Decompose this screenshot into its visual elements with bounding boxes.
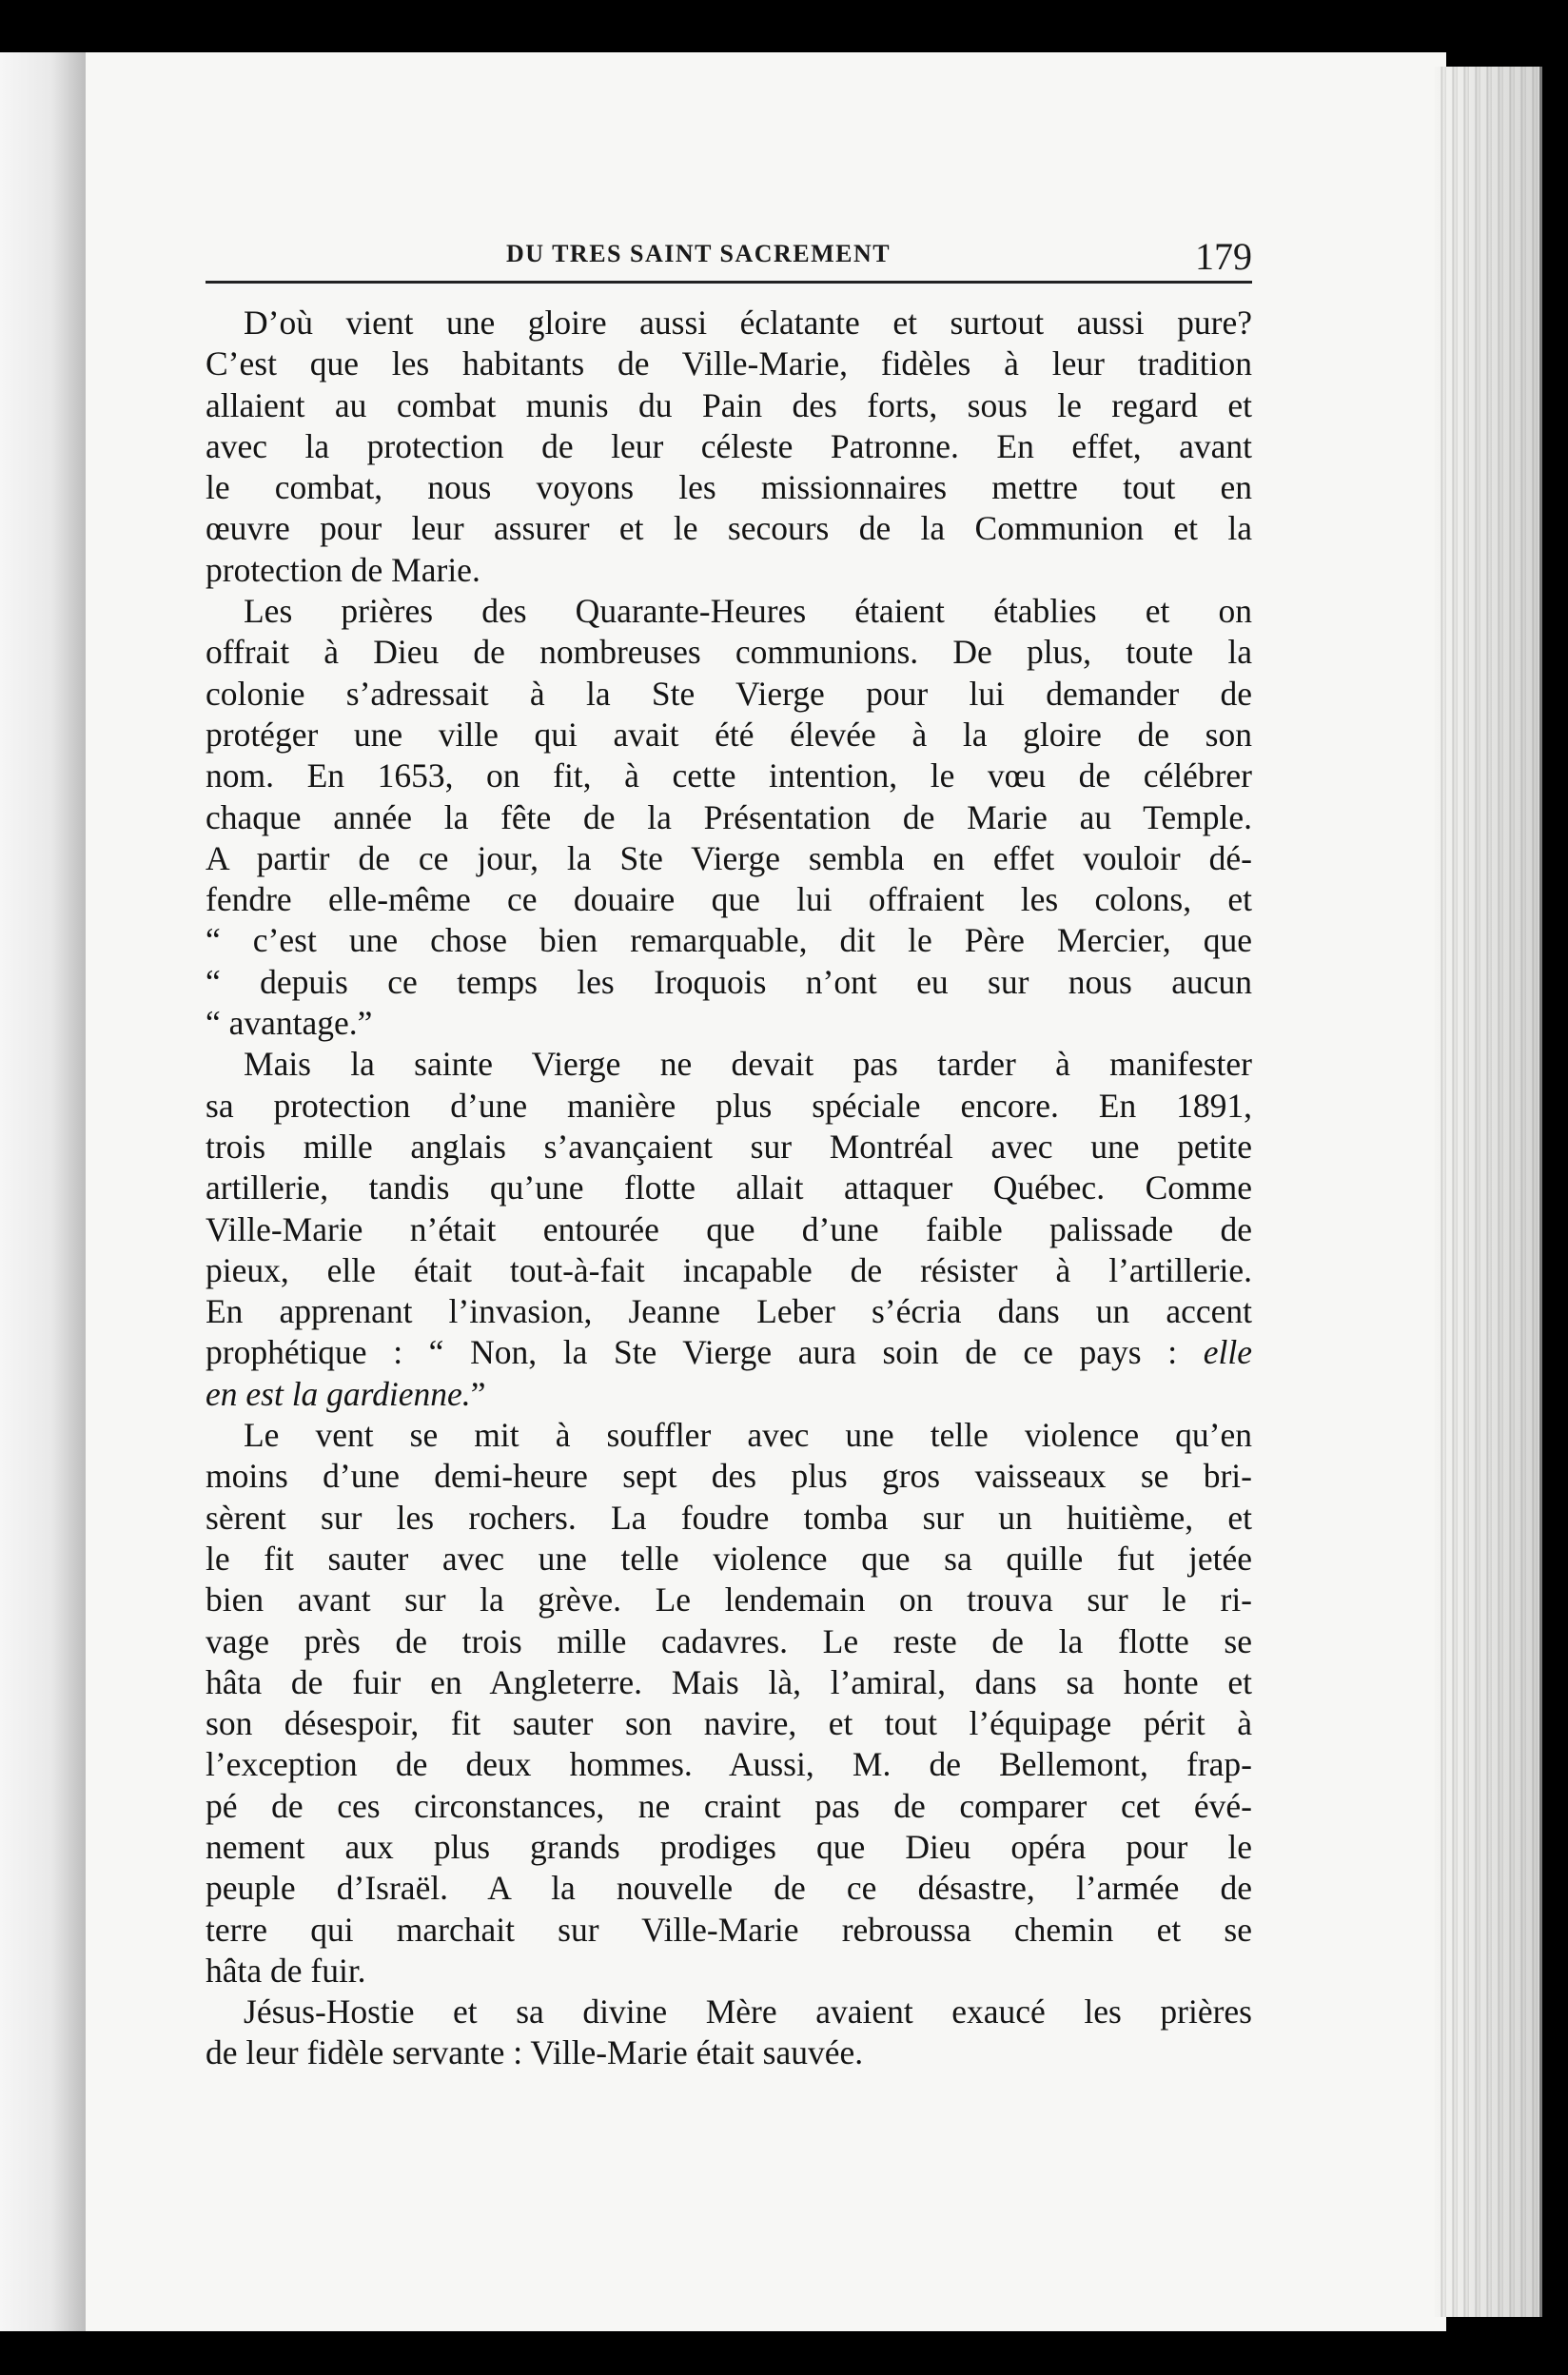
text-line: sa protection d’une manière plus spéciale encore. En 1891, bbox=[206, 1086, 1252, 1125]
text-line: “ c’est une chose bien remarquable, dit le Père Mercier, que bbox=[206, 921, 1252, 960]
text-line: de leur fidèle servante : Ville-Marie était sauvée. bbox=[206, 2033, 864, 2072]
prophecy-italic: elle bbox=[1203, 1333, 1252, 1372]
text-line: hâta de fuir en Angleterre. Mais là, l’amiral, dans sa honte et bbox=[206, 1662, 1252, 1701]
text-line: œuvre pour leur assurer et le secours de la Communion et la bbox=[206, 509, 1252, 548]
text-line: nement aux plus grands prodiges que Dieu opéra pour le bbox=[206, 1827, 1252, 1866]
text-line: le combat, nous voyons les missionnaires mettre tout en bbox=[206, 468, 1252, 507]
body-text bbox=[206, 303, 1252, 2074]
text-line: l’exception de deux hommes. Aussi, M. de Bellemont, frap- bbox=[206, 1745, 1252, 1784]
prophecy-italic: en est la gardienne. bbox=[206, 1374, 471, 1413]
text-line: avec la protection de leur céleste Patronne. En effet, avant bbox=[206, 426, 1252, 465]
text-line: son désespoir, fit sauter son navire, et tout l’équipage périt à bbox=[206, 1704, 1252, 1743]
facing-page-edge bbox=[0, 52, 86, 2331]
text-line: colonie s’adressait à la Ste Vierge pour lui demander de bbox=[206, 674, 1252, 713]
text-line: sèrent sur les rochers. La foudre tomba sur un huitième, et bbox=[206, 1498, 1252, 1537]
page-header bbox=[206, 234, 1252, 280]
closing-quote: ” bbox=[470, 1374, 486, 1413]
text-line: chaque année la fête de la Présentation de Marie au Temple. bbox=[206, 797, 1252, 836]
text-line: protéger une ville qui avait été élevée à la gloire de son bbox=[206, 715, 1252, 754]
text-line: Le vent se mit à souffler avec une telle violence qu’en bbox=[244, 1416, 1252, 1455]
paragraph-1 bbox=[206, 303, 1252, 591]
text-line: terre qui marchait sur Ville-Marie rebroussa chemin et se bbox=[206, 1910, 1252, 1949]
text-line: pé de ces circonstances, ne craint pas de comparer cet évé- bbox=[206, 1786, 1252, 1825]
text-line: fendre elle-même ce douaire que lui offraient les colons, et bbox=[206, 880, 1252, 919]
header-rule bbox=[206, 281, 1252, 284]
text-line: allaient au combat munis du Pain des forts, sous le regard et bbox=[206, 385, 1252, 424]
text-line: Ville-Marie n’était entourée que d’une faible palissade de bbox=[206, 1209, 1252, 1248]
text-line: pieux, elle était tout-à-fait incapable de résister à l’artillerie. bbox=[206, 1250, 1252, 1289]
text-line: moins d’une demi-heure sept des plus gros vaisseaux se bri- bbox=[206, 1457, 1252, 1496]
text-line: “ depuis ce temps les Iroquois n’ont eu sur nous aucun bbox=[206, 962, 1252, 1001]
text-line: hâta de fuir. bbox=[206, 1951, 366, 1990]
text-line: A partir de ce jour, la Ste Vierge sembla en effet vouloir dé- bbox=[206, 838, 1252, 877]
text-line: Mais la sainte Vierge ne devait pas tarder à manifester bbox=[244, 1045, 1252, 1084]
page-fore-edge bbox=[1435, 67, 1542, 2317]
paragraph-5 bbox=[206, 1992, 1252, 2074]
text-line: protection de Marie. bbox=[206, 550, 480, 589]
text-line: offrait à Dieu de nombreuses communions. De plus, toute la bbox=[206, 633, 1252, 672]
text-line: vage près de trois mille cadavres. Le reste de la flotte se bbox=[206, 1621, 1252, 1660]
paragraph-2 bbox=[206, 591, 1252, 1044]
text-line: bien avant sur la grève. Le lendemain on trouva sur le ri- bbox=[206, 1580, 1252, 1619]
text-line: peuple d’Israël. A la nouvelle de ce désastre, l’armée de bbox=[206, 1869, 1252, 1908]
page-number: 179 bbox=[1195, 235, 1252, 278]
text-line: trois mille anglais s’avançaient sur Montréal avec une petite bbox=[206, 1127, 1252, 1166]
text-line: le fit sauter avec une telle violence que sa quille fut jetée bbox=[206, 1539, 1252, 1578]
text-line-prophecy bbox=[206, 1332, 1252, 1373]
text-line: “ avantage.” bbox=[206, 1004, 373, 1043]
text-line: Les prières des Quarante-Heures étaient établies et on bbox=[244, 592, 1252, 631]
paragraph-4 bbox=[206, 1415, 1252, 1992]
text-line: artillerie, tandis qu’une flotte allait attaquer Québec. Comme bbox=[206, 1168, 1252, 1207]
text-line: C’est que les habitants de Ville-Marie, fidèles à leur tradition bbox=[206, 344, 1252, 383]
text-line: D’où vient une gloire aussi éclatante et surtout aussi pure? bbox=[244, 304, 1252, 342]
text-line-prophecy-end bbox=[206, 1374, 1252, 1415]
running-title: DU TRES SAINT SACREMENT bbox=[506, 240, 892, 267]
paragraph-3 bbox=[206, 1044, 1252, 1415]
text-line: Jésus-Hostie et sa divine Mère avaient exaucé les prières bbox=[244, 1992, 1252, 2032]
prophecy-text: prophétique : “ Non, la Ste Vierge aura soin de ce pays : bbox=[206, 1333, 1178, 1372]
text-line: nom. En 1653, on fit, à cette intention, le vœu de célébrer bbox=[206, 756, 1252, 795]
text-line: En apprenant l’invasion, Jeanne Leber s’écria dans un accent bbox=[206, 1292, 1252, 1331]
